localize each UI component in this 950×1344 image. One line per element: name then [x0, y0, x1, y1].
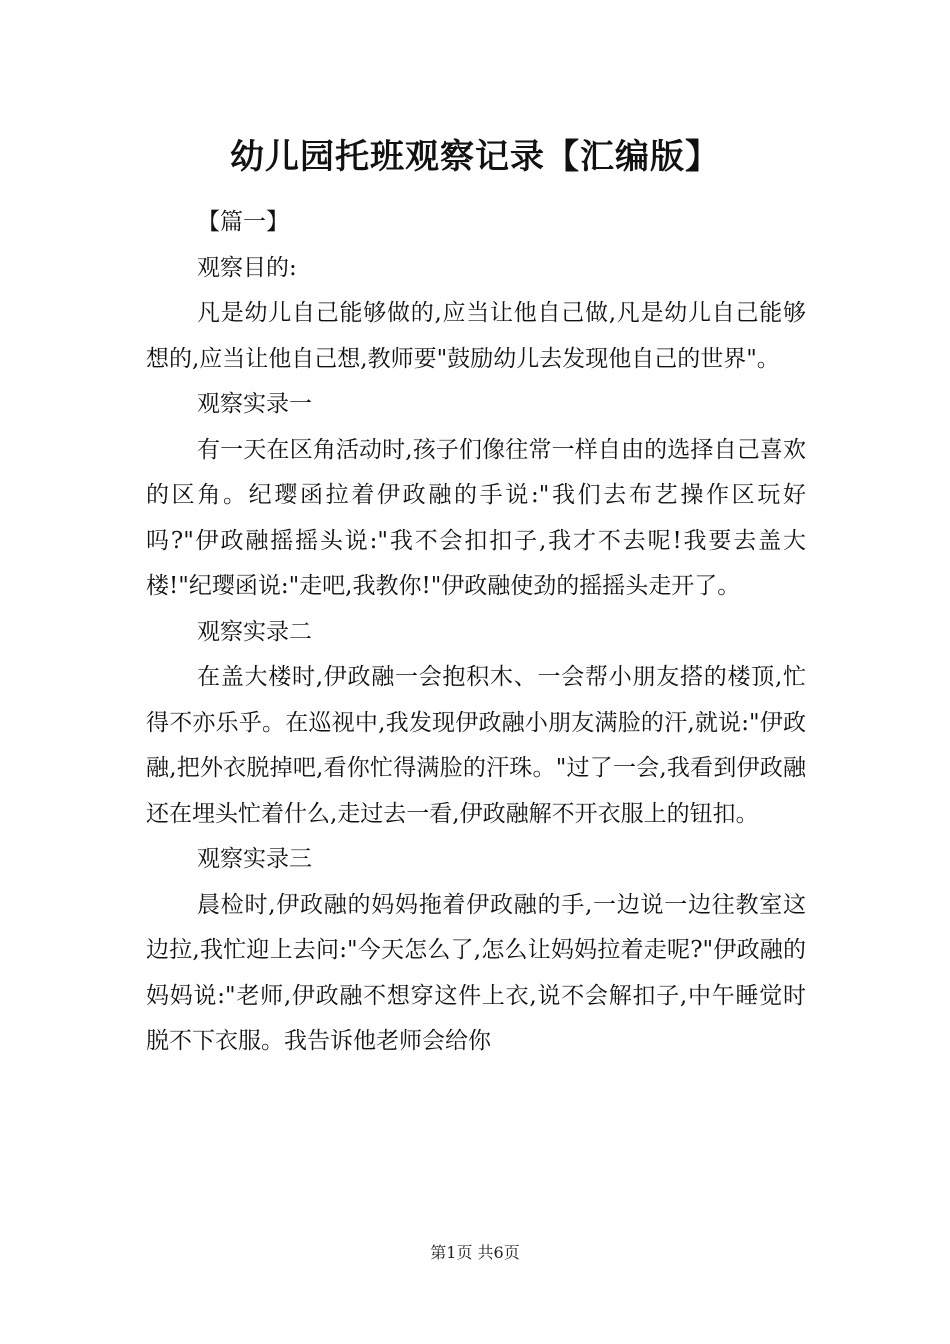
- paragraph-record-1: 有一天在区角活动时,孩子们像往常一样自由的选择自己喜欢的区角。纪璎函拉着伊政融的手说:"我们去布艺操作区玩好吗?"伊政融摇摇头说:"我不会扣扣子,我才不去呢!我要去盖大楼!"纪璎函说:"走吧,我教你!"伊政融使劲的摇摇头走开了。: [146, 436, 806, 599]
- document-body: [146, 200, 806, 1065]
- paragraph-purpose: 凡是幼儿自己能够做的,应当让他自己做,凡是幼儿自己能够想的,应当让他自己想,教师要"鼓励幼儿去发现他自己的世界"。: [146, 300, 806, 372]
- subheading-purpose: 观察目的:: [197, 254, 297, 281]
- paragraph-record-3: 晨检时,伊政融的妈妈拖着伊政融的手,一边说一边往教室这边拉,我忙迎上去问:"今天怎么了,怎么让妈妈拉着走呢?"伊政融的妈妈说:"老师,伊政融不想穿这件上衣,说不会解扣子,中午睡觉时脱不下衣服。我告诉他老师会给你: [146, 891, 806, 1054]
- section-heading: 【篇一】: [197, 209, 289, 235]
- page-footer: 第1页 共6页: [430, 1243, 520, 1262]
- subheading-record-3: 观察实录三: [197, 846, 312, 872]
- document-title: 幼儿园托班观察记录【汇编版】: [230, 137, 720, 177]
- subheading-record-2: 观察实录二: [197, 618, 312, 645]
- paragraph-record-2: 在盖大楼时,伊政融一会抱积木、一会帮小朋友搭的楼顶,忙得不亦乐乎。在巡视中,我发现伊政融小朋友满脸的汗,就说:"伊政融,把外衣脱掉吧,看你忙得满脸的汗珠。"过了一会,我看到伊政融还在埋头忙着什么,走过去一看,伊政融解不开衣服上的钮扣。: [146, 664, 806, 827]
- subheading-record-1: 观察实录一: [197, 391, 312, 417]
